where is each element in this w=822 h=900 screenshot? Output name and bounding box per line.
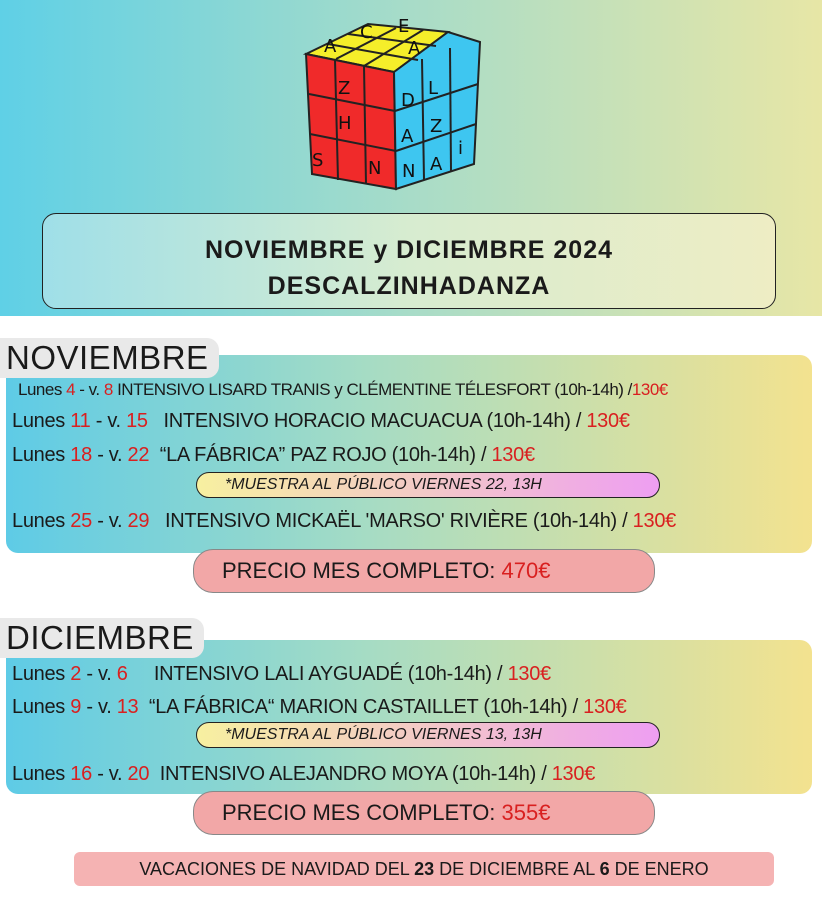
title-line-2: DESCALZINHADANZA — [267, 272, 551, 300]
svg-text:L: L — [428, 78, 439, 99]
holiday-notice: VACACIONES DE NAVIDAD DEL 23 DE DICIEMBRE AL 6 DE ENERO — [74, 852, 774, 886]
svg-text:N: N — [402, 161, 416, 182]
schedule-row: Lunes 16 - v. 20 INTENSIVO ALEJANDRO MOYA (10h-14h) / 130€ — [12, 763, 596, 785]
public-showing-note: *MUESTRA AL PÚBLICO VIERNES 13, 13H — [196, 722, 660, 748]
month-total-price: PRECIO MES COMPLETO: 470€ — [193, 549, 655, 593]
schedule-row: Lunes 11 - v. 15 INTENSIVO HORACIO MACUACUA (10h-14h) / 130€ — [12, 410, 630, 432]
svg-text:N: N — [368, 158, 382, 179]
schedule-row: Lunes 9 - v. 13 “LA FÁBRICA“ MARION CASTAILLET (10h-14h) / 130€ — [12, 696, 627, 718]
title-box — [42, 213, 776, 309]
month-total-price: PRECIO MES COMPLETO: 355€ — [193, 791, 655, 835]
schedule-row: Lunes 25 - v. 29 INTENSIVO MICKAËL 'MARSO' RIVIÈRE (10h-14h) / 130€ — [12, 510, 676, 532]
svg-text:E: E — [398, 16, 410, 37]
svg-text:A: A — [408, 38, 421, 59]
svg-text:A: A — [401, 126, 414, 147]
schedule-row: Lunes 18 - v. 22 “LA FÁBRICA” PAZ ROJO (10h-14h) / 130€ — [12, 444, 535, 466]
svg-text:Z: Z — [430, 116, 443, 137]
svg-text:D: D — [401, 90, 415, 111]
svg-text:A: A — [430, 154, 443, 175]
month-heading-diciembre: DICIEMBRE — [0, 618, 204, 658]
svg-text:Z: Z — [338, 78, 351, 99]
month-heading-noviembre: NOVIEMBRE — [0, 338, 219, 378]
svg-text:i: i — [458, 138, 464, 159]
svg-text:C: C — [360, 22, 373, 43]
rubik-cube-logo — [298, 14, 488, 194]
title-line-1: NOVIEMBRE y DICIEMBRE 2024 — [204, 236, 614, 264]
svg-text:H: H — [338, 113, 352, 134]
svg-text:A: A — [324, 36, 337, 57]
schedule-row: Lunes 4 - v. 8 INTENSIVO LISARD TRANIS y CLÉMENTINE TÉLESFORT (10h-14h) /130€ — [18, 380, 668, 399]
schedule-row: Lunes 2 - v. 6 INTENSIVO LALI AYGUADÉ (10h-14h) / 130€ — [12, 663, 551, 685]
public-showing-note: *MUESTRA AL PÚBLICO VIERNES 22, 13H — [196, 472, 660, 498]
svg-text:S: S — [312, 150, 324, 171]
